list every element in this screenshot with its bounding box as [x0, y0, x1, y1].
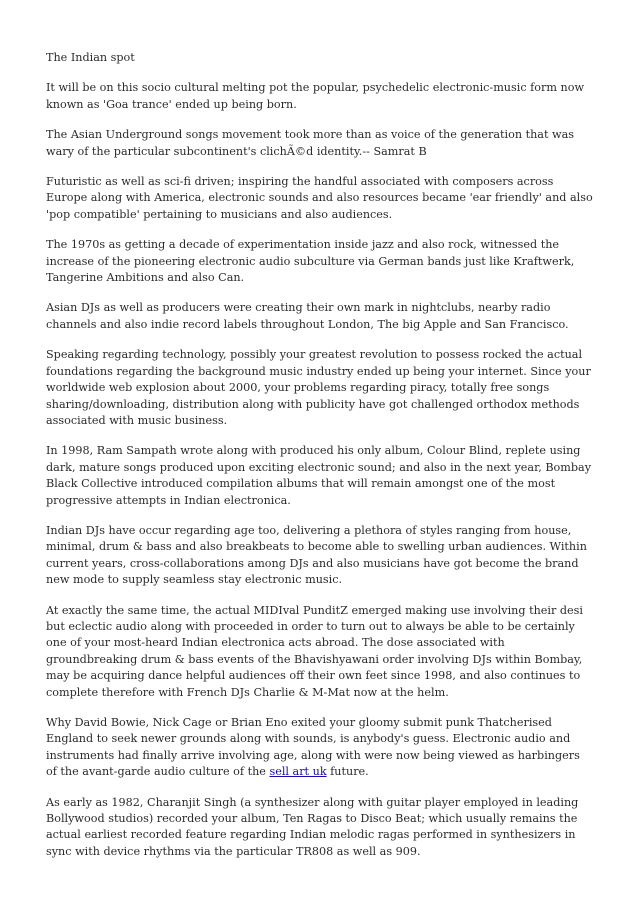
paragraph-asian-djs: Asian DJs as well as producers were creating their own mark in nightclubs, nearby radio channels and also indie record labels throughout London, The big Apple and San Francisco. — [46, 301, 569, 331]
paragraph-futuristic: Futuristic as well as sci-fi driven; inspiring the handful associated with composers across Europe along with America, electronic sounds and also resources became 'ear friendly' and also 'pop compatible' pertaining to musicians and also audiences. — [46, 175, 593, 221]
paragraph-ram-sampath: In 1998, Ram Sampath wrote along with produced his only album, Colour Blind, replete using dark, mature songs produced upon exciting electronic sound; and also in the next year, Bombay Black Collective introduced compilation albums that will remain amongst one of the most progressive attempts in Indian electronica. — [46, 444, 592, 507]
paragraph-technology: Speaking regarding technology, possibly your greatest revolution to possess rocked the actual foundations regarding the background music industry ended up being your internet. Since your worldwide web explosion about 2000, your problems regarding piracy, totally free songs sharing/downloading, distribution along with publicity have got challenged orthodox methods associated with music business. — [46, 348, 591, 427]
document-page — [46, 50, 594, 874]
paragraph-indian-djs: Indian DJs have occur regarding age too, delivering a plethora of styles ranging from house, minimal, drum & bass and also breakbeats to become able to swelling urban audiences. Within current years, cross-collaborations among DJs and also musicians have got become the brand new mode to supply seamless stay electronic music. — [46, 523, 587, 587]
paragraph-david-bowie-text: Why David Bowie, Nick Cage or Brian Eno exited your gloomy submit punk Thatcherised England to seek newer grounds along with sounds, is anybody's guess. Electronic audio and instruments had finally arrive involving age, along with were now being viewed as harbingers of the avant-garde audio culture of the — [46, 716, 580, 779]
document-title: The Indian spot — [46, 51, 135, 64]
paragraph-david-bowie-end: future. — [326, 765, 369, 779]
sell-art-uk-link[interactable]: sell art uk — [269, 765, 327, 779]
paragraph-asian-underground: The Asian Underground songs movement took more than as voice of the generation that was wary of the particular subcontinent's clichÃ©d identity.-- Samrat B — [46, 128, 574, 158]
paragraph-charanjit-singh: As early as 1982, Charanjit Singh (a synthesizer along with guitar player employed in leading Bollywood studios) recorded your album, Ten Ragas to Disco Beat; which usually remains the actual earliest recorded feature regarding Indian melodic ragas performed in synthesizers in sync with device rhythms via the particular TR808 as well as 909. — [46, 795, 579, 858]
paragraph-david-bowie — [46, 715, 594, 781]
paragraph-goa-trance: It will be on this socio cultural melting pot the popular, psychedelic electronic-music form now known as 'Goa trance' ended up being born. — [46, 81, 585, 111]
paragraph-1970s: The 1970s as getting a decade of experimentation inside jazz and also rock, witnessed the increase of the pioneering electronic audio subculture via German bands just like Kraftwerk, Tangerine Ambitions and also Can. — [46, 238, 575, 285]
paragraph-midival-punditz: At exactly the same time, the actual MIDIval PunditZ emerged making use involving their desi but eclectic audio along with proceeded in order to turn out to always be able to be certainly one of your most-heard Indian electronica acts abroad. The dose associated with groundbreaking drum & bass events of the Bhavishyawani order involving DJs within Bombay, may be acquiring dance helpful audiences off their own feet since 1998, and also continues to complete therefore with French DJs Charlie & M-Mat now at the helm. — [46, 603, 583, 699]
